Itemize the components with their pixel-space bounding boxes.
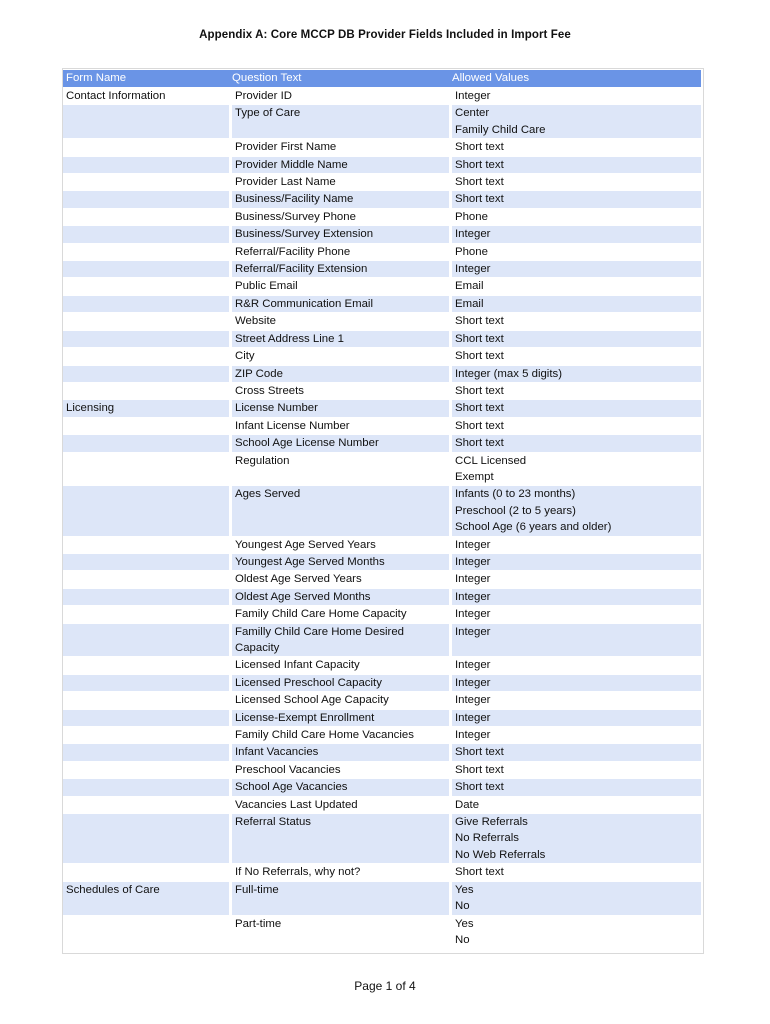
- question-text-cell: School Age License Number: [229, 435, 449, 451]
- allowed-values-cell: [449, 331, 701, 347]
- allowed-values-cell: [449, 554, 701, 570]
- question-text-cell: Referral/Facility Extension: [229, 261, 449, 277]
- form-name-cell: [63, 744, 229, 760]
- table-row: [63, 366, 701, 382]
- allowed-value: No: [455, 933, 470, 946]
- allowed-values-cell: [449, 657, 701, 673]
- question-text-cell: City: [229, 348, 449, 364]
- table-row: [63, 882, 701, 915]
- allowed-value: Integer: [455, 608, 491, 621]
- table-row: [63, 400, 701, 416]
- table-row: [63, 864, 701, 880]
- form-name-cell: [63, 624, 229, 657]
- allowed-values-cell: [449, 139, 701, 155]
- question-text-cell: Infant Vacancies: [229, 744, 449, 760]
- question-text-cell: License Number: [229, 400, 449, 416]
- allowed-values-cell: [449, 727, 701, 743]
- table-row: [63, 435, 701, 451]
- question-text-cell: Cross Streets: [229, 383, 449, 399]
- allowed-value: CCL Licensed: [455, 454, 527, 467]
- form-name-cell: [63, 296, 229, 312]
- allowed-values-cell: [449, 589, 701, 605]
- allowed-value: Integer: [455, 538, 491, 551]
- allowed-value: Integer: [455, 228, 491, 241]
- allowed-values-cell: [449, 296, 701, 312]
- column-header-form-name: Form Name: [63, 70, 229, 87]
- allowed-values-cell: [449, 209, 701, 225]
- form-name-cell: [63, 139, 229, 155]
- form-name-cell: [63, 571, 229, 587]
- form-name-cell: [63, 692, 229, 708]
- form-name-cell: [63, 657, 229, 673]
- form-name-cell: [63, 797, 229, 813]
- column-header-allowed-values: Allowed Values: [449, 70, 701, 87]
- question-text-cell: Public Email: [229, 278, 449, 294]
- allowed-values-cell: [449, 606, 701, 622]
- allowed-value: Short text: [455, 176, 504, 189]
- allowed-value: Yes: [455, 917, 474, 930]
- form-name-cell: [63, 105, 229, 138]
- table-row: [63, 554, 701, 570]
- allowed-value: Center: [455, 107, 490, 120]
- table-row: [63, 88, 701, 104]
- table-row: [63, 313, 701, 329]
- allowed-value: Family Child Care: [455, 123, 546, 136]
- form-name-cell: [63, 554, 229, 570]
- allowed-values-cell: [449, 244, 701, 260]
- table-row: [63, 331, 701, 347]
- allowed-values-cell: [449, 174, 701, 190]
- table-row: [63, 779, 701, 795]
- form-name-cell: [63, 331, 229, 347]
- table-row: [63, 916, 701, 949]
- question-text-cell: If No Referrals, why not?: [229, 864, 449, 880]
- allowed-value: Integer: [455, 90, 491, 102]
- allowed-value: Short text: [455, 437, 504, 450]
- table-row: [63, 244, 701, 260]
- allowed-values-cell: [449, 486, 701, 535]
- allowed-values-cell: [449, 88, 701, 104]
- form-name-cell: [63, 675, 229, 691]
- allowed-value: Infants (0 to 23 months): [455, 488, 576, 501]
- allowed-value: Short text: [455, 193, 504, 206]
- form-name-cell: [63, 383, 229, 399]
- allowed-value: Short text: [455, 402, 504, 415]
- question-text-cell: Licensed School Age Capacity: [229, 692, 449, 708]
- allowed-value: Integer: [455, 676, 491, 689]
- table-row: [63, 606, 701, 622]
- allowed-value: Email: [455, 297, 484, 310]
- allowed-values-cell: [449, 779, 701, 795]
- allowed-value: Integer: [455, 263, 491, 276]
- form-name-cell: [63, 814, 229, 863]
- allowed-value: Phone: [455, 245, 488, 258]
- form-name-cell: [63, 453, 229, 486]
- allowed-value: Short text: [455, 332, 504, 345]
- question-text-cell: Full-time: [229, 882, 449, 915]
- table-row: [63, 105, 701, 138]
- form-name-cell: [63, 486, 229, 535]
- allowed-values-cell: [449, 675, 701, 691]
- question-text-cell: Youngest Age Served Months: [229, 554, 449, 570]
- allowed-value: Email: [455, 280, 484, 293]
- form-name-cell: [63, 278, 229, 294]
- allowed-value: Short text: [455, 141, 504, 154]
- form-name-cell: [63, 727, 229, 743]
- question-text-cell: Family Child Care Home Capacity: [229, 606, 449, 622]
- allowed-value: Integer: [455, 555, 491, 568]
- question-text-cell: Familly Child Care Home Desired Capacity: [229, 624, 449, 657]
- allowed-value: No Referrals: [455, 832, 519, 845]
- allowed-value: Exempt: [455, 470, 494, 483]
- question-text-cell: Oldest Age Served Years: [229, 571, 449, 587]
- question-text-cell: Licensed Infant Capacity: [229, 657, 449, 673]
- question-text-cell: Infant License Number: [229, 418, 449, 434]
- allowed-value: Short text: [455, 763, 504, 776]
- allowed-values-cell: [449, 916, 701, 949]
- fields-table: [63, 69, 701, 949]
- page-number: Page 1 of 4: [354, 979, 416, 993]
- form-name-cell: [63, 864, 229, 880]
- table-row: [63, 418, 701, 434]
- table-row: [63, 727, 701, 743]
- question-text-cell: Referral/Facility Phone: [229, 244, 449, 260]
- form-name-cell: [63, 209, 229, 225]
- allowed-value: Integer: [455, 659, 491, 672]
- allowed-value: Integer: [455, 729, 491, 742]
- table-row: [63, 589, 701, 605]
- allowed-value: Short text: [455, 746, 504, 759]
- form-name-cell: [63, 762, 229, 778]
- table-row: [63, 814, 701, 863]
- question-text-cell: Business/Survey Phone: [229, 209, 449, 225]
- table-row: [63, 348, 701, 364]
- form-name-cell: [63, 710, 229, 726]
- question-text-cell: License-Exempt Enrollment: [229, 710, 449, 726]
- allowed-value: Short text: [455, 315, 504, 328]
- form-name-cell: [63, 418, 229, 434]
- allowed-value: Give Referrals: [455, 816, 528, 829]
- allowed-values-cell: [449, 105, 701, 138]
- question-text-cell: Provider ID: [229, 88, 449, 104]
- table-row: [63, 744, 701, 760]
- allowed-values-cell: [449, 383, 701, 399]
- question-text-cell: Business/Survey Extension: [229, 226, 449, 242]
- column-header-question-text: Question Text: [229, 70, 449, 87]
- table-header-row: [63, 70, 701, 87]
- question-text-cell: R&R Communication Email: [229, 296, 449, 312]
- question-text-cell: School Age Vacancies: [229, 779, 449, 795]
- table-row: [63, 710, 701, 726]
- form-name-cell: [63, 435, 229, 451]
- question-text-cell: Licensed Preschool Capacity: [229, 675, 449, 691]
- allowed-value: Short text: [455, 350, 504, 363]
- allowed-value: Short text: [455, 158, 504, 171]
- allowed-value: Short text: [455, 419, 504, 432]
- allowed-values-cell: [449, 157, 701, 173]
- question-text-cell: Type of Care: [229, 105, 449, 138]
- allowed-values-cell: [449, 348, 701, 364]
- form-name-cell: [63, 348, 229, 364]
- allowed-value: No: [455, 900, 470, 913]
- table-row: [63, 624, 701, 657]
- table-row: [63, 537, 701, 553]
- allowed-values-cell: [449, 400, 701, 416]
- form-name-cell: [63, 157, 229, 173]
- allowed-value: Integer: [455, 711, 491, 724]
- table-row: [63, 139, 701, 155]
- allowed-value: Integer: [455, 694, 491, 707]
- table-row: [63, 571, 701, 587]
- allowed-values-cell: [449, 744, 701, 760]
- table-row: [63, 657, 701, 673]
- allowed-values-cell: [449, 261, 701, 277]
- allowed-values-cell: [449, 453, 701, 486]
- form-name-cell: Schedules of Care: [63, 882, 229, 915]
- form-name-cell: [63, 366, 229, 382]
- form-name-cell: [63, 191, 229, 207]
- allowed-value: Phone: [455, 210, 488, 223]
- allowed-value: Integer (max 5 digits): [455, 367, 562, 380]
- allowed-value: Short text: [455, 384, 504, 397]
- table-row: [63, 226, 701, 242]
- question-text-cell: Vacancies Last Updated: [229, 797, 449, 813]
- allowed-value: School Age (6 years and older): [455, 521, 612, 534]
- form-name-cell: [63, 779, 229, 795]
- allowed-values-cell: [449, 797, 701, 813]
- allowed-values-cell: [449, 278, 701, 294]
- question-text-cell: Regulation: [229, 453, 449, 486]
- table-row: [63, 157, 701, 173]
- table-row: [63, 453, 701, 486]
- form-name-cell: [63, 537, 229, 553]
- allowed-value: No Web Referrals: [455, 848, 546, 861]
- allowed-values-cell: [449, 882, 701, 915]
- allowed-value: Short text: [455, 781, 504, 794]
- allowed-value: Yes: [455, 883, 474, 896]
- allowed-values-cell: [449, 762, 701, 778]
- table-row: [63, 191, 701, 207]
- question-text-cell: Oldest Age Served Months: [229, 589, 449, 605]
- allowed-value: Date: [455, 798, 480, 811]
- table-row: [63, 174, 701, 190]
- form-name-cell: [63, 261, 229, 277]
- form-name-cell: [63, 916, 229, 949]
- form-name-cell: [63, 174, 229, 190]
- form-name-cell: [63, 313, 229, 329]
- allowed-value: Integer: [455, 625, 491, 638]
- allowed-values-cell: [449, 191, 701, 207]
- question-text-cell: Preschool Vacancies: [229, 762, 449, 778]
- form-name-cell: [63, 226, 229, 242]
- table-row: [63, 762, 701, 778]
- question-text-cell: Referral Status: [229, 814, 449, 863]
- allowed-values-cell: [449, 571, 701, 587]
- table-row: [63, 797, 701, 813]
- form-name-cell: [63, 244, 229, 260]
- question-text-cell: Provider First Name: [229, 139, 449, 155]
- table-row: [63, 296, 701, 312]
- question-text-cell: Family Child Care Home Vacancies: [229, 727, 449, 743]
- question-text-cell: Website: [229, 313, 449, 329]
- table-row: [63, 486, 701, 535]
- table-row: [63, 675, 701, 691]
- allowed-value: Short text: [455, 866, 504, 879]
- page-title: Appendix A: Core MCCP DB Provider Fields Included in Import Fee: [199, 29, 571, 41]
- allowed-values-cell: [449, 624, 701, 657]
- question-text-cell: Ages Served: [229, 486, 449, 535]
- allowed-values-cell: [449, 692, 701, 708]
- allowed-value: Integer: [455, 590, 491, 603]
- table-row: [63, 383, 701, 399]
- form-name-cell: [63, 606, 229, 622]
- allowed-value: Integer: [455, 573, 491, 586]
- question-text-cell: Provider Last Name: [229, 174, 449, 190]
- table-row: [63, 261, 701, 277]
- question-text-cell: ZIP Code: [229, 366, 449, 382]
- allowed-values-cell: [449, 710, 701, 726]
- table-row: [63, 209, 701, 225]
- allowed-values-cell: [449, 864, 701, 880]
- allowed-values-cell: [449, 435, 701, 451]
- table-row: [63, 278, 701, 294]
- form-name-cell: Licensing: [63, 400, 229, 416]
- allowed-values-cell: [449, 814, 701, 863]
- allowed-values-cell: [449, 418, 701, 434]
- question-text-cell: Business/Facility Name: [229, 191, 449, 207]
- form-name-cell: Contact Information: [63, 88, 229, 104]
- allowed-value: Preschool (2 to 5 years): [455, 504, 576, 517]
- question-text-cell: Youngest Age Served Years: [229, 537, 449, 553]
- allowed-values-cell: [449, 537, 701, 553]
- allowed-values-cell: [449, 366, 701, 382]
- table-row: [63, 692, 701, 708]
- allowed-values-cell: [449, 226, 701, 242]
- question-text-cell: Part-time: [229, 916, 449, 949]
- question-text-cell: Provider Middle Name: [229, 157, 449, 173]
- form-name-cell: [63, 589, 229, 605]
- allowed-values-cell: [449, 313, 701, 329]
- question-text-cell: Street Address Line 1: [229, 331, 449, 347]
